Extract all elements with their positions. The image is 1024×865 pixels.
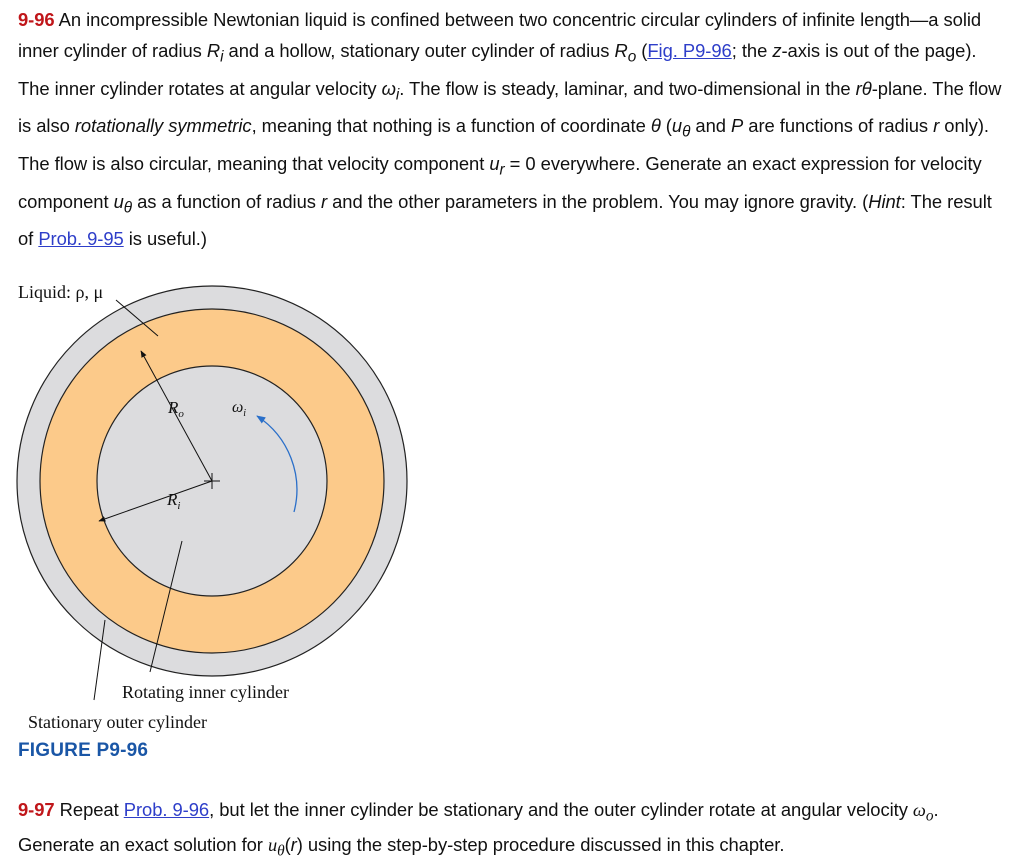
- text: ) using the step-by-step procedure discussed in this chapter.: [296, 833, 785, 855]
- symbol-r: r: [320, 190, 328, 212]
- symbol-theta: θ: [650, 115, 661, 137]
- text: An incompressible Newtonian liquid is confined between two concentric circular cylinders of infinite length—a solid inner cylinder of radius: [18, 9, 982, 61]
- figure-link[interactable]: Fig. P9-96: [647, 40, 732, 61]
- text: (: [284, 833, 291, 855]
- symbol-P: P: [731, 115, 744, 137]
- text: ; the: [731, 40, 773, 61]
- inner-radius-label: $R_i$: [167, 490, 181, 512]
- text: = 0 everywhere. Generate an exact expression for velocity component: [18, 153, 982, 212]
- text: , but let the inner cylinder be stationary and the outer cylinder rotate at angular velocity: [209, 799, 913, 820]
- symbol-r: r: [855, 77, 862, 99]
- symbol-r: r: [933, 115, 940, 137]
- emphasis-rotationally-symmetric: rotationally symmetric: [74, 115, 252, 137]
- stationary-label: Stationary outer cylinder: [28, 712, 207, 732]
- text: , meaning that nothing is a function of coordinate: [251, 115, 651, 137]
- text: (: [636, 40, 648, 61]
- symbol-Ro: $R_o$: [614, 40, 637, 66]
- text: . Generate an exact solution for: [18, 799, 939, 855]
- problem-link[interactable]: Prob. 9-96: [123, 799, 210, 820]
- text: Repeat: [54, 799, 124, 820]
- text: -axis is out of the page). The inner cylinder rotates at angular velocity: [18, 40, 977, 99]
- symbol-omega-o: $\omega_o$: [912, 800, 934, 825]
- figure-p9-96: [0, 270, 480, 740]
- text: . The flow is steady, laminar, and two-dimensional in the: [399, 77, 856, 99]
- symbol-z: z: [772, 40, 782, 61]
- outer-radius-label: $R_o$: [168, 398, 184, 420]
- symbol-theta: θ: [861, 77, 872, 99]
- symbol-omega-i: $\omega_i$: [381, 77, 400, 104]
- hint-label: Hint: [868, 190, 901, 212]
- cylinder-diagram: [0, 270, 480, 740]
- problem-9-96: [18, 4, 1008, 254]
- rotating-label: Rotating inner cylinder: [122, 682, 289, 702]
- symbol-u-theta: $u_\theta$: [113, 190, 133, 217]
- problem-number: 9-96: [18, 9, 55, 30]
- text: and a hollow, stationary outer cylinder of radius: [223, 40, 615, 61]
- symbol-Ri: $R_i$: [206, 40, 224, 66]
- text: (: [660, 115, 672, 137]
- text: only). The flow is also circular, meaning that velocity component: [18, 115, 989, 175]
- symbol-r: r: [290, 833, 297, 855]
- text: is useful.): [123, 228, 207, 250]
- figure-caption: FIGURE P9-96: [18, 740, 149, 761]
- omega-label: $\omega_i$: [232, 399, 247, 419]
- text: : The result of: [18, 190, 992, 250]
- text: -plane. The flow is also: [18, 77, 1002, 137]
- liquid-label: Liquid: ρ, μ: [18, 282, 104, 302]
- text: and: [690, 115, 731, 137]
- text: and the other parameters in the problem. You may ignore gravity. (: [327, 190, 869, 212]
- symbol-u-theta: $u_\theta$: [671, 115, 691, 142]
- symbol-u-theta: $u_\theta$: [267, 834, 285, 860]
- text: as a function of radius: [132, 190, 321, 212]
- symbol-u-r: $u_r$: [489, 153, 505, 179]
- text: are functions of radius: [743, 115, 934, 137]
- problem-link[interactable]: Prob. 9-95: [38, 228, 124, 250]
- problem-number: 9-97: [18, 799, 55, 820]
